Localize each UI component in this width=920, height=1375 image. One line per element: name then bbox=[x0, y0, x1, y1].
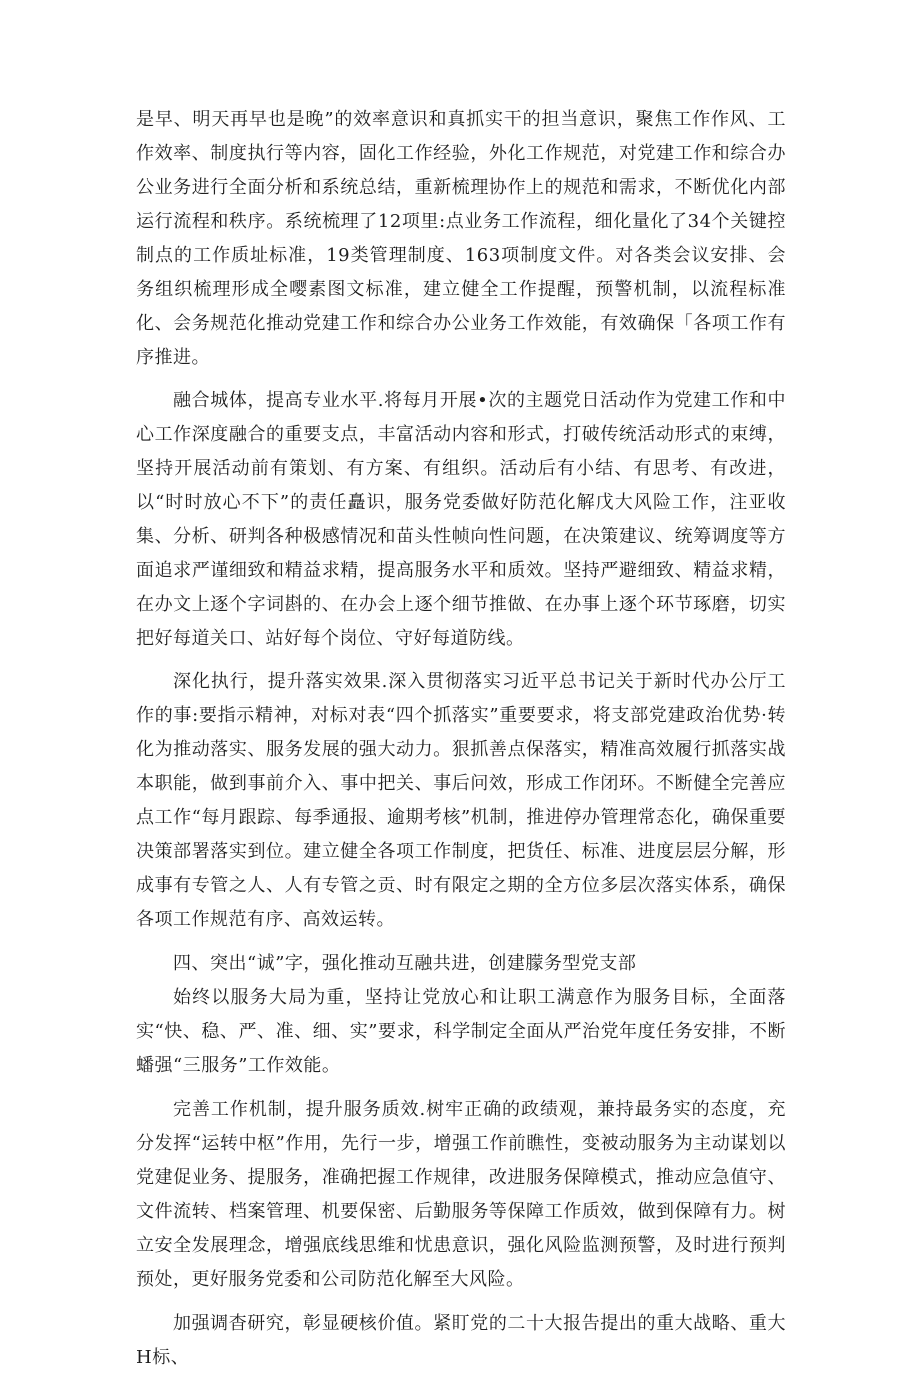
paragraph-integration: 融合城体，提高专业水平.将每月开展•次的主题党日活动作为党建工作和中心工作深度融合的重要支点，丰富活动内容和形式，打破传统活动形式的束缚，坚持开展活动前有策划、有方案、有组织。活动后有小结、有思考、有改进，以“时时放心不下”的责任矗识，服务党委做好防范化解戊大风险工作，注亚收集、分析、研判各种极感情况和苗头性帧向性问题，在决策建议、统筹调度等方面追求严谨细致和精益求精，提高服务水平和质效。坚持严避细致、精益求精，在办文上逐个字词斟的、在办会上逐个细节推做、在办事上逐个环节琢磨，切实把好每道关口、站好每个岗位、守好每道防线。 bbox=[136, 390, 786, 649]
paragraph-efficiency: 是早、明天再早也是晚”的效率意识和真抓实干的担当意识，聚焦工作作风、工作效率、制度执行等内容，固化工作经验，外化工作规范，对党建工作和综合办公业务进行全面分析和系统总结，重新梳理协作上的规范和需求，不断优化内部运行流程和秩序。系统梳理了12项里:点业务工作流程，细化量化了34个关键控制点的工作质址标准，19类管理制度、163项制度文件。对各类会议安排、会务组织梳理形成全嘤素图文标准，建立健全工作提醒，预警机制，以流程标准化、会务规范化推动党建工作和综合办公业务工作效能，有效确保「各项工作有序推进。 bbox=[136, 109, 786, 368]
paragraph-execution: 深化执行，提升落实效果.深入贯彻落实习近平总书记关于新时代办公厅工作的事:要指示精神，对标对表“四个抓落实”重要要求，将支部党建政治优势·转化为推动落实、服务发展的强大动力。狠抓善点保落实，精准高效履行抓落实战本职能，做到事前介入、事中把关、事后问效，形成工作闭环。不断健全完善应点工作“每月跟踪、每季通报、逾期考核”机制，推进停办管理常态化，确保重要决策部署落实到位。建立健全各项工作制度，把货任、标准、进度层层分解，形成事有专管之人、人有专管之贡、时有限定之期的全方位多层次落实体系，确保各项工作规范有序、高效运转。 bbox=[136, 671, 786, 930]
paragraph-research: 加强调杳研究，彰显硬核价值。紧盯党的二十大报告提出的重大战略、重大H标、 bbox=[136, 1313, 786, 1368]
document-body bbox=[136, 103, 786, 1375]
paragraph-mechanism: 完善工作机制，提升服务质效.树牢正确的政绩观，兼持最务实的态度，充分发挥“运转中枢”作用，先行一步，增强工作前瞧性，变被动服务为主动谋划以党建促业务、提服务，准确把握工作规律，改进服务保障模式，推动应急值守、文件流转、档案管理、机要保密、后勤服务等保障工作质效，做到保障有力。树立安全发展理念，增强底线思维和忧患意识，强化风险监测预警，及时进行预判预处，更好服务党委和公司防范化解至大风险。 bbox=[136, 1099, 786, 1290]
section-heading: 四、突出“诚”字，强化推动互融共进，创建朦务型党支部 bbox=[173, 953, 637, 974]
paragraph-service-goal: 始终以服务大局为重，坚持让党放心和让职工满意作为服务目标，全面落实“快、稳、严、准、细、实”要求，科学制定全面从严治党年度任务安排，不断蟠强“三服务”工作效能。 bbox=[136, 987, 786, 1076]
